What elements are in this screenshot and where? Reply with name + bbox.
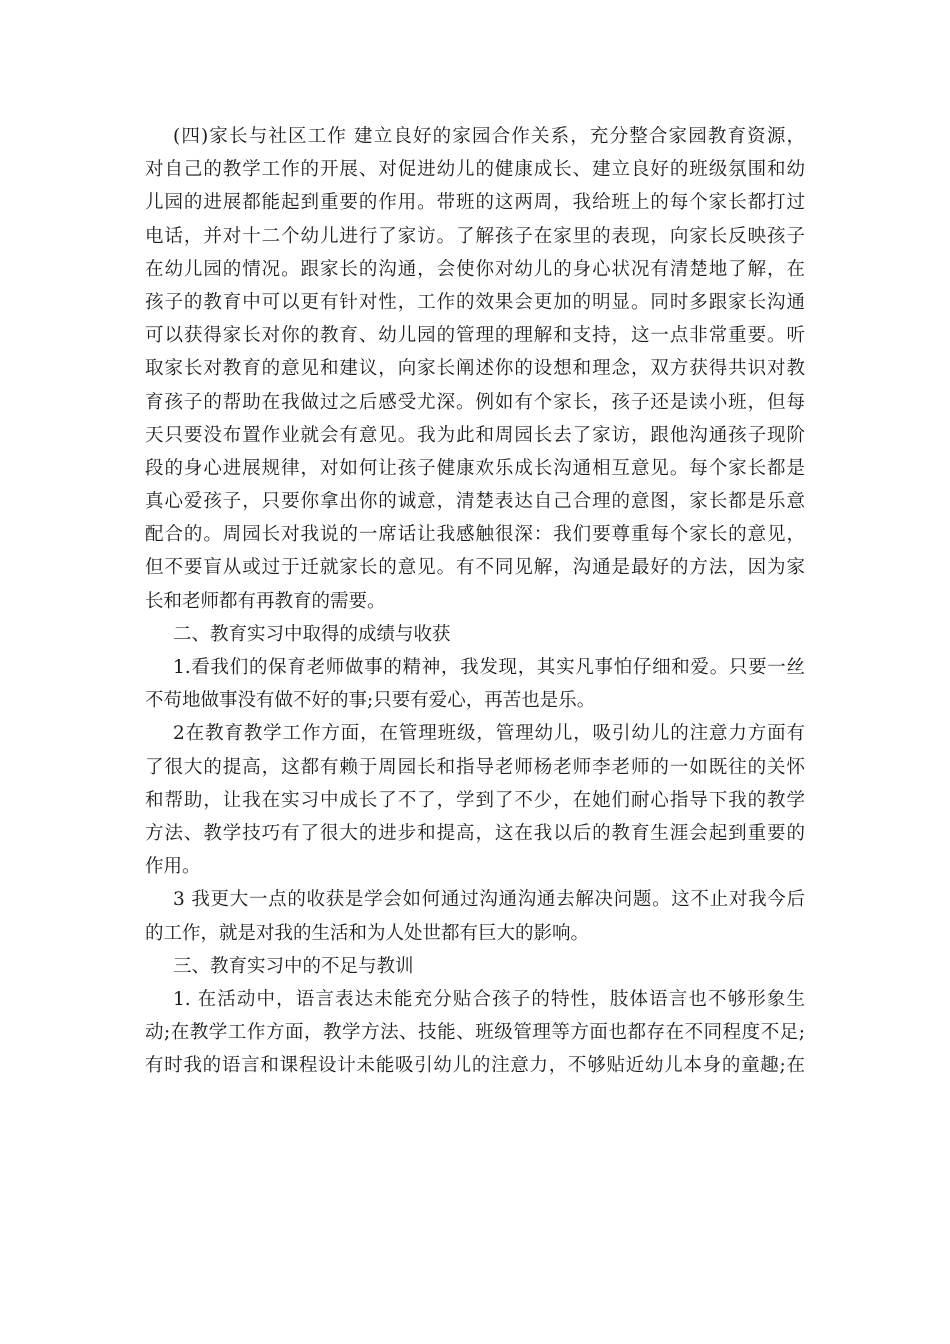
document-body bbox=[145, 120, 805, 1082]
text-line: 但不要盲从或过于迁就家长的意见。有不同见解，沟通是最好的方法，因为家 bbox=[145, 557, 805, 579]
text-line: 段的身心进展规律，对如何让孩子健康欢乐成长沟通相互意见。每个家长都是 bbox=[145, 457, 805, 479]
text-line: 电话，并对十二个幼儿进行了家访。了解孩子在家里的表现，向家长反映孩子 bbox=[145, 225, 805, 247]
text-line: (四)家长与社区工作 建立良好的家园合作关系，充分整合家园教育资源， bbox=[173, 126, 805, 147]
text-line: 长和老师都有再教育的需要。 bbox=[145, 590, 386, 612]
text-line: 的工作，就是对我的生活和为人处世都有巨大的影响。 bbox=[145, 922, 590, 944]
text-line: 2在教育教学工作方面，在管理班级，管理幼儿，吸引幼儿的注意力方面有 bbox=[173, 723, 805, 745]
text-line: 3 我更大一点的收获是学会如何通过沟通沟通去解决问题。这不止对我今后 bbox=[173, 889, 805, 911]
paragraph bbox=[145, 120, 805, 618]
paragraph bbox=[145, 983, 805, 1083]
text-line: 孩子的教育中可以更有针对性，工作的效果会更加的明显。同时多跟家长沟通 bbox=[145, 291, 805, 313]
text-line: 和帮助，让我在实习中成长了不了，学到了不少，在她们耐心指导下我的教学 bbox=[145, 789, 805, 811]
paragraph bbox=[145, 717, 805, 883]
text-line: 1.看我们的保育老师做事的精神，我发现，其实凡事怕仔细和爱。只要一丝 bbox=[173, 657, 805, 678]
text-line: 配合的。周园长对我说的一席话让我感触很深：我们要尊重每个家长的意见， bbox=[145, 524, 805, 546]
text-line: 在幼儿园的情况。跟家长的沟通，会使你对幼儿的身心状况有清楚地了解，在 bbox=[145, 258, 805, 280]
text-line: 儿园的进展都能起到重要的作用。带班的这两周，我给班上的每个家长都打过 bbox=[145, 192, 805, 214]
paragraph bbox=[145, 883, 805, 949]
text-line: 育孩子的帮助在我做过之后感受尤深。例如有个家长，孩子还是读小班，但每 bbox=[145, 391, 805, 413]
text-line: 作用。 bbox=[145, 856, 201, 878]
text-line: 三、教育实习中的不足与教训 bbox=[173, 955, 414, 977]
text-line: 可以获得家长对你的教育、幼儿园的管理的理解和支持，这一点非常重要。听 bbox=[145, 325, 805, 347]
text-line: 真心爱孩子，只要你拿出你的诚意，清楚表达自己合理的意图，家长都是乐意 bbox=[145, 491, 805, 513]
section-heading bbox=[145, 618, 805, 651]
text-line: 不苟地做事没有做不好的事;只要有爱心，再苦也是乐。 bbox=[145, 690, 596, 712]
text-line: 方法、教学技巧有了很大的进步和提高，这在我以后的教育生涯会起到重要的 bbox=[145, 822, 805, 844]
text-line: 动;在教学工作方面，教学方法、技能、班级管理等方面也都存在不同程度不足; bbox=[145, 1022, 805, 1044]
text-line: 二、教育实习中取得的成绩与收获 bbox=[173, 623, 451, 645]
text-line: 了很大的提高，这都有赖于周园长和指导老师杨老师李老师的一如既往的关怀 bbox=[145, 756, 805, 778]
text-line: 对自己的教学工作的开展、对促进幼儿的健康成长、建立良好的班级氛围和幼 bbox=[145, 159, 805, 181]
section-heading bbox=[145, 950, 805, 983]
text-line: 1. 在活动中，语言表达未能充分贴合孩子的特性，肢体语言也不够形象生 bbox=[173, 988, 805, 1010]
text-line: 取家长对教育的意见和建议，向家长阐述你的设想和理念，双方获得共识对教 bbox=[145, 358, 805, 380]
text-line: 天只要没布置作业就会有意见。我为此和周园长去了家访，跟他沟通孩子现阶 bbox=[145, 424, 805, 446]
paragraph bbox=[145, 651, 805, 717]
text-line: 有时我的语言和课程设计未能吸引幼儿的注意力，不够贴近幼儿本身的童趣;在 bbox=[145, 1055, 805, 1077]
